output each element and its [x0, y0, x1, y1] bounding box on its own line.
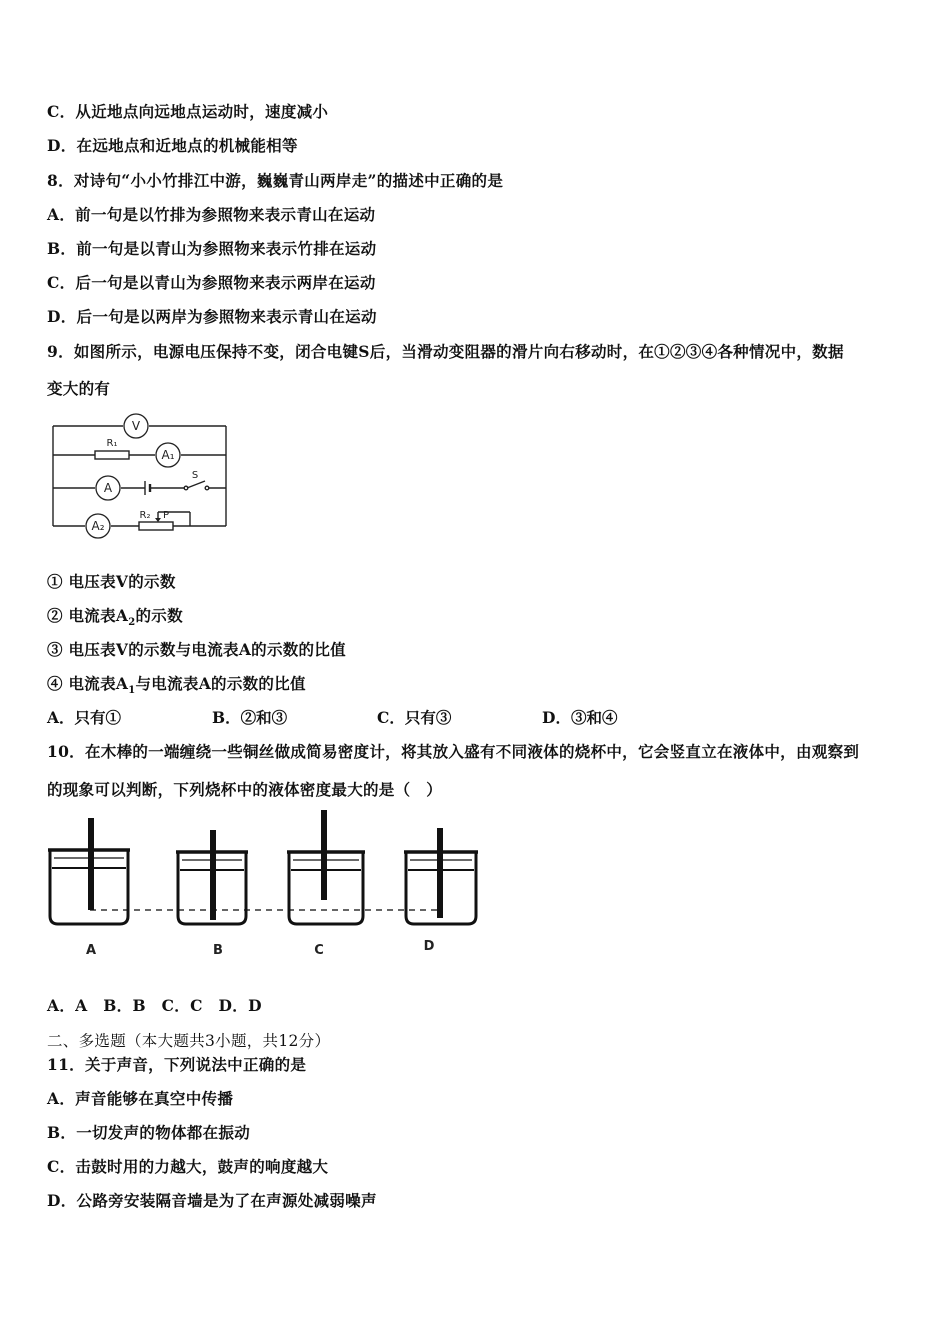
q8-option-b: B．前一句是以青山为参照物来表示竹排在运动 [47, 239, 377, 258]
circuit-diagram [45, 408, 245, 543]
beaker-d [404, 828, 478, 924]
r2-label: R₂ [139, 510, 151, 521]
q9-option-a: A．只有① [47, 708, 122, 727]
beaker-label-c: C [314, 943, 324, 958]
slider-label: P [162, 510, 170, 521]
q8-option-c: C．后一句是以青山为参照物来表示两岸在运动 [47, 273, 376, 292]
q9-option-d: D．③和④ [542, 708, 618, 727]
q8-stem: 8．对诗句“小小竹排江中游，巍巍青山两岸走”的描述中正确的是 [47, 171, 504, 190]
switch-label: S [191, 470, 199, 481]
beaker-label-b: B [213, 943, 223, 958]
q9-stem-line2: 变大的有 [47, 379, 111, 398]
q9-item-4 [47, 672, 306, 696]
q9-option-b: B．②和③ [212, 708, 288, 727]
q9-item-4-pre: ④ 电流表A [47, 674, 129, 693]
beaker-label-a: A [85, 943, 97, 958]
q10-stem-line2: 的现象可以判断，下列烧杯中的液体密度最大的是（ ） [47, 780, 443, 799]
beaker-label-d: D [423, 939, 435, 954]
beaker-a [48, 818, 130, 924]
q11-option-c: C．击鼓时用的力越大，鼓声的响度越大 [47, 1157, 329, 1176]
beaker-c [287, 810, 365, 924]
q9-item-2-sub: 2 [128, 617, 136, 629]
q8-option-d: D．后一句是以两岸为参照物来表示青山在运动 [47, 307, 377, 326]
q9-item-4-sub: 1 [128, 685, 136, 697]
q9-item-3: ③ 电压表V的示数与电流表A的示数的比值 [47, 640, 346, 659]
ammeter-a1-label: A₁ [161, 448, 175, 462]
section-heading: 二、多选题（本大题共3小题，共12分） [47, 1032, 331, 1050]
q7-option-c: C．从近地点向远地点运动时，速度减小 [47, 102, 329, 121]
q10-stem-line1: 10．在木棒的一端缠绕一些铜丝做成简易密度计，将其放入盛有不同液体的烧杯中，它会竖直立在液体中，由观察到 [47, 742, 860, 761]
ammeter-a-label: A [103, 481, 113, 495]
beakers-figure [40, 808, 490, 968]
q11-option-d: D．公路旁安装隔音墙是为了在声源处减弱噪声 [47, 1191, 377, 1210]
q9-stem-line1: 9．如图所示，电源电压保持不变，闭合电键S后，当滑动变阻器的滑片向右移动时，在①②③④各种情况中，数据 [47, 342, 844, 361]
ammeter-a2-label: A₂ [91, 519, 105, 533]
q9-option-c: C．只有③ [377, 708, 452, 727]
q9-item-2-pre: ② 电流表A [47, 606, 129, 625]
q9-item-4-post: 与电流表A的示数的比值 [135, 674, 306, 693]
q8-option-a: A．前一句是以竹排为参照物来表示青山在运动 [47, 205, 376, 224]
q9-item-2-post: 的示数 [135, 606, 183, 625]
q9-item-2 [47, 604, 183, 628]
q9-item-1: ① 电压表V的示数 [47, 572, 176, 591]
q7-option-d: D．在远地点和近地点的机械能相等 [47, 136, 298, 155]
q10-options: A．A B．B C．C D．D [47, 996, 262, 1015]
q11-option-a: A．声音能够在真空中传播 [47, 1089, 234, 1108]
r1-label: R₁ [106, 438, 118, 449]
q11-stem: 11．关于声音，下列说法中正确的是 [47, 1055, 307, 1074]
voltmeter-label: V [131, 419, 141, 433]
q11-option-b: B．一切发声的物体都在振动 [47, 1123, 251, 1142]
